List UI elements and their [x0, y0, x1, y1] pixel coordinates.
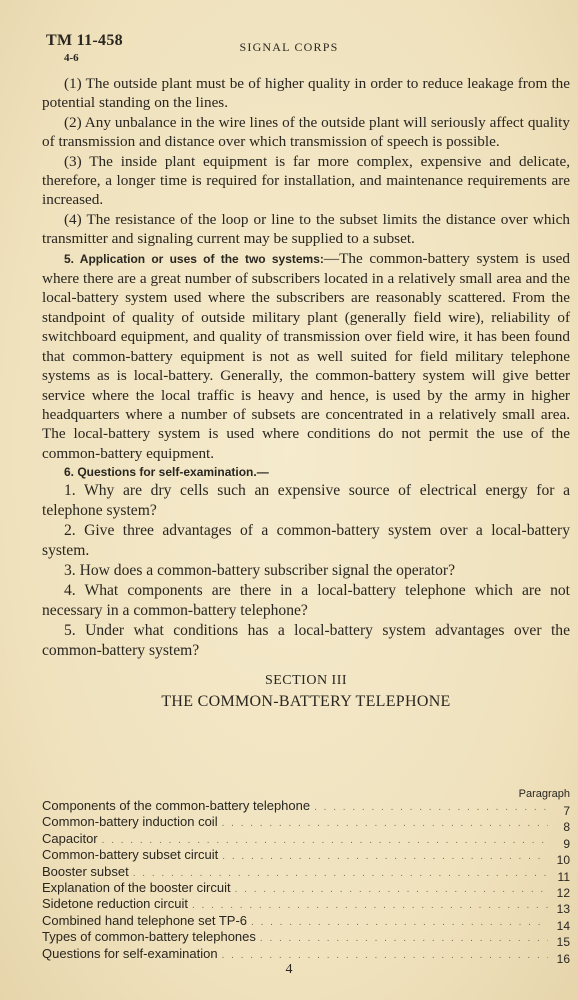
toc-row-label: Types of common-battery telephones	[42, 929, 256, 945]
question-item: 3. How does a common-battery subscriber signal the operator?	[64, 562, 456, 580]
paragraph: (4) The resistance of the loop or line to the subset limits the distance over which transmitter and signaling current may be supplied to a subset.	[42, 210, 570, 248]
toc-leader-dots	[192, 900, 548, 911]
toc-row-label: Questions for self-examination	[42, 945, 218, 961]
toc-row-label: Explanation of the booster circuit	[42, 879, 231, 895]
toc-row-number: 7	[563, 804, 570, 818]
body-text	[42, 74, 570, 713]
question-item: 2. Give three advantages of a common-battery system over a local-battery system.	[42, 522, 570, 560]
paragraph-5	[42, 249, 570, 463]
toc-row	[42, 912, 570, 933]
section-title: THE COMMON-BATTERY TELEPHONE	[161, 693, 451, 711]
toc-row-label: Capacitor	[42, 830, 98, 846]
toc-leader-dots	[222, 851, 548, 862]
toc-row-label: Sidetone reduction circuit	[42, 896, 188, 912]
running-head: SIGNAL CORPS	[239, 40, 339, 54]
toc-leader-dots	[102, 835, 548, 846]
toc-row-label: Common-battery subset circuit	[42, 847, 219, 863]
toc-leader-dots	[260, 933, 548, 944]
toc-row-number: 11	[557, 869, 570, 884]
toc-leader-dots	[133, 868, 548, 879]
toc-row-label: Booster subset	[42, 863, 129, 879]
toc-row	[42, 945, 570, 966]
paragraph-6-heading	[42, 463, 570, 481]
section-label: SECTION III	[264, 673, 348, 689]
toc-leader-dots	[222, 950, 548, 961]
toc-row	[42, 814, 570, 835]
paragraph-5-heading: 5. Application or uses of the two systems:	[64, 251, 324, 266]
toc-row	[42, 879, 570, 900]
toc-row-number: 9	[563, 836, 570, 851]
toc-row-label: Common-battery induction coil	[42, 814, 218, 830]
toc-row	[42, 929, 570, 950]
toc-row	[42, 798, 570, 818]
toc-row-label: Combined hand telephone set TP-6	[42, 912, 248, 928]
toc-row	[42, 847, 570, 868]
paragraph-5-text: —The common-battery system is used where there are a great number of subscribers located in a relatively small area and the local-battery system used where the subscribers are reasonably scattered. From the standpoint of quality of outside military plant (generally field wire), reliability of switchboard equipment, and quality of transmission over field wire, it has been found that common-battery equipment is not as well suited for field military telephone systems as is local-battery. Generally, the common-battery system will give better service where the local traffic is heavy and hence, is used by the army in higher headquarters where a number of subsets are concentrated in a relatively small area. The local-battery system is used where conditions do not permit the use of the common-battery equipment.	[42, 249, 570, 462]
toc-row-label: Components of the common-battery telephone	[42, 798, 311, 813]
toc-rows	[42, 798, 570, 966]
toc-leader-dots	[222, 818, 548, 829]
toc-leader-dots	[251, 917, 548, 928]
toc-row-number: 13	[556, 902, 570, 917]
paragraph: (1) The outside plant must be of higher quality in order to reduce leakage from the potential standing on the lines.	[42, 75, 570, 112]
question-item: 5. Under what conditions has a local-battery system advantages over the common-battery system?	[42, 622, 570, 660]
toc-row-number: 14	[556, 918, 570, 933]
toc-leader-dots	[314, 802, 548, 813]
toc-row-number: 15	[556, 935, 570, 950]
toc-row-number: 12	[556, 885, 570, 900]
page-number: 4	[285, 962, 293, 977]
toc-row	[42, 830, 570, 851]
toc-row	[42, 863, 570, 884]
toc-row-number: 16	[556, 951, 570, 966]
section-reference: 4-6	[64, 52, 79, 64]
toc-row	[42, 896, 570, 917]
question-item: 1. Why are dry cells such an expensive source of electrical energy for a telephone system?	[42, 482, 570, 520]
toc-row-number: 10	[556, 853, 570, 868]
toc-column-header: Paragraph	[518, 788, 570, 800]
question-item: 4. What components are there in a local-battery telephone which are not necessary in a common-battery telephone?	[42, 582, 570, 620]
page-header	[0, 30, 578, 70]
paragraph: (3) The inside plant equipment is far more complex, expensive and delicate, therefore, a longer time is required for installation, and maintenance requirements are increased.	[42, 152, 570, 209]
questions-heading: 6. Questions for self-examination.—	[64, 465, 269, 480]
toc-row-number: 8	[563, 820, 570, 835]
paragraph: (2) Any unbalance in the wire lines of the outside plant will seriously affect quality of transmission and distance over which transmission of speech is possible.	[42, 113, 570, 151]
toc-leader-dots	[235, 884, 548, 895]
document-id: TM 11-458	[46, 32, 123, 49]
